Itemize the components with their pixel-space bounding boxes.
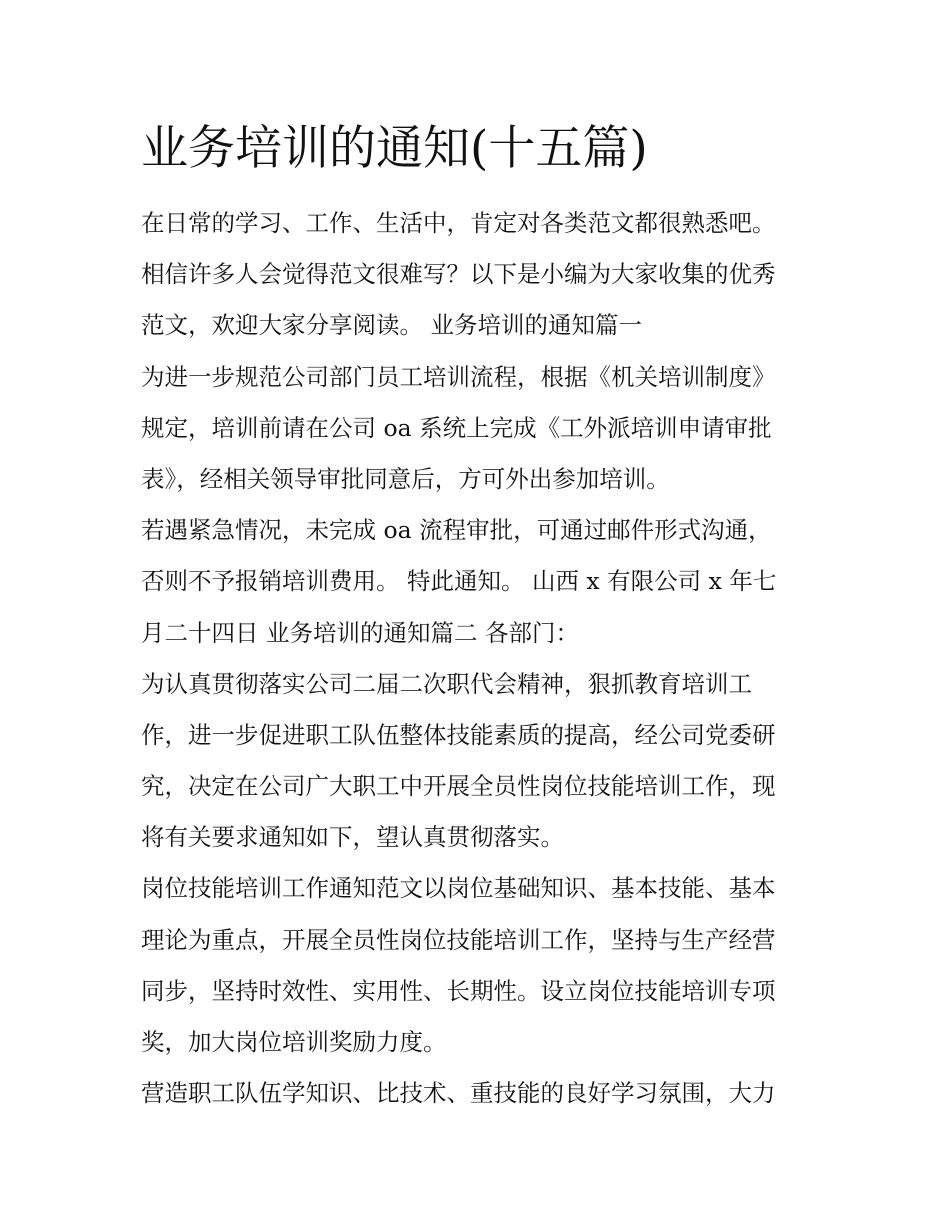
body-line: 同步，坚持时效性、实用性、长期性。设立岗位技能培训专项: [141, 976, 776, 1005]
body-line: 将有关要求通知如下，望认真贯彻落实。: [141, 823, 564, 852]
body-line: 作，进一步促进职工队伍整体技能素质的提高，经公司党委研: [141, 720, 776, 749]
body-line: 否则不予报销培训费用。 特此通知。 山西 x 有限公司 x 年七: [141, 567, 777, 596]
body-line: 若遇紧急情况，未完成 oa 流程审批，可通过邮件形式沟通，: [141, 516, 772, 545]
body-line: 在日常的学习、工作、生活中，肯定对各类范文都很熟悉吧。: [141, 209, 776, 237]
body-line: 规定，培训前请在公司 oa 系统上完成《工外派培训申请审批: [141, 413, 772, 442]
body-line: 范文，欢迎大家分享阅读。 业务培训的通知篇一: [141, 311, 642, 340]
body-line: 相信许多人会觉得范文很难写？以下是小编为大家收集的优秀: [141, 260, 776, 289]
body-line: 为进一步规范公司部门员工培训流程，根据《机关培训制度》: [141, 362, 776, 391]
body-line: 为认真贯彻落实公司二届二次职代会精神，狠抓教育培训工: [141, 669, 752, 698]
body-line: 岗位技能培训工作通知范文以岗位基础知识、基本技能、基本: [141, 874, 776, 903]
body-line: 究，决定在公司广大职工中开展全员性岗位技能培训工作，现: [141, 772, 776, 801]
document-body: [141, 198, 821, 1119]
body-line: 月二十四日 业务培训的通知篇二 各部门：: [141, 618, 579, 647]
document-content: [141, 118, 821, 1119]
body-line: 奖，加大岗位培训奖励力度。: [141, 1028, 447, 1056]
body-line: 表》，经相关领导审批同意后，方可外出参加培训。: [141, 464, 670, 493]
document-title: 业务培训的通知(十五篇): [141, 121, 648, 176]
body-line: 理论为重点，开展全员性岗位技能培训工作，坚持与生产经营: [141, 925, 776, 954]
body-line: 营造职工队伍学知识、比技术、重技能的良好学习氛围，大力: [141, 1079, 776, 1108]
